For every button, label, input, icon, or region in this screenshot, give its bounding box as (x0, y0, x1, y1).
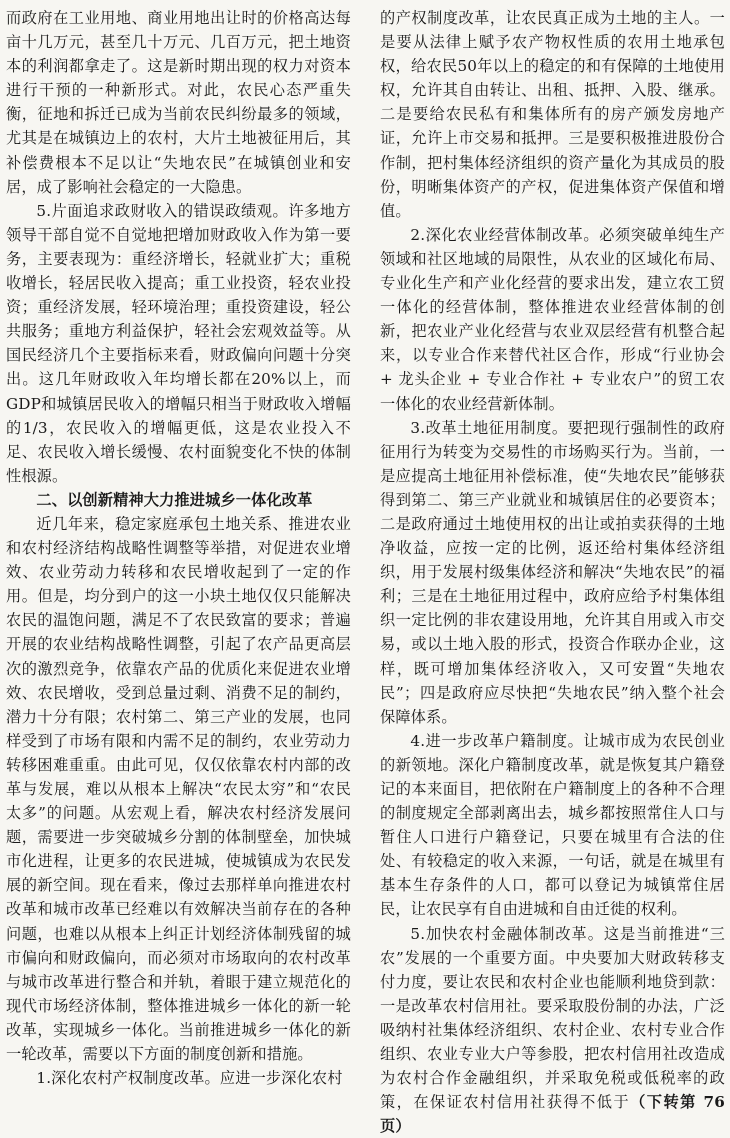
continued-on-page-note: （下转第 76 页） (380, 1093, 725, 1136)
paragraph-agri-management: 2.深化农业经营体制改革。必须突破单纯生产领域和社区地域的局限性，从农业的区域化布局、专业化生产和产业化经营的要求出发，建立农工贸一体化的经营体制，整体推进农业经营体制的创新，把农业产业化经营与农业双层经营有机整合起来，以专业合作来替代社区合作，形成“行业协会 + 龙头企业 + 专业合作社 + 专业农户”的贸工农一体化的农业经营新体制。 (380, 225, 725, 413)
paragraph-land-price: 而政府在工业用地、商业用地出让时的价格高达每亩十几万元，甚至几十万元、几百万元，把土地资本的利润都拿走了。这是新时期出现的权力对资本进行干预的一种新形式。对此，农民心态严重失衡，征地和拆迁已成为当前农民纠纷最多的领域，尤其是在城镇边上的农村，大片土地被征用后，其补偿费根本不足以让“失地农民”在城镇创业和安居，成了影响社会稳定的一大隐患。 (6, 9, 351, 196)
paragraph-property-rights: 1.深化农村产权制度改革。应进一步深化农村 (36, 1069, 343, 1088)
paragraph-fiscal-bias: 5.片面追求政财收入的错误政绩观。许多地方领导干部自觉不自觉地把增加财政收入作为第一要务，主要表现为：重经济增长，轻就业扩大；重税收增长，轻居民收入提高；重工业投资，轻农业投资；重经济发展，轻环境治理；重投资建设，轻公共服务；重地方利益保护，轻社会宏观效益等。从国民经济几个主要指标来看，财政偏向问题十分突出。这几年财政收入年均增长都在20%以上，而GDP和城镇居民收入的增幅只相当于财政收入增幅的1/3，农民收入的增幅更低，这是农业投入不足、农民收入增长缓慢、农村面貌变化不快的体制性根源。 (6, 201, 351, 485)
left-column (6, 6, 351, 1090)
rural-finance-text: 5.加快农村金融体制改革。这是当前推进“三农”发展的一个重要方面。中央要加大财政转移支付力度，要让农民和农村企业也能顺利地贷到款：一是改革农村信用社。要采取股份制的办法，广泛吸纳村社集体经济组织、农村企业、农村专业合作组织、农业专业大户等参股，把农村信用社改造成为农村合作金融组织，并采取免税或低税率的政策，在保证农村信用社获得不低于 (380, 924, 725, 1112)
right-column (380, 6, 725, 1138)
section-heading: 二、以创新精神大力推进城乡一体化改革 (36, 490, 313, 509)
paragraph-reform-overview: 近几年来，稳定家庭承包土地关系、推进农业和农村经济结构战略性调整等举措，对促进农业增效、农业劳动力转移和农民增收起到了一定的作用。但是，均分到户的这一小块土地仅仅只能解决农民的温饱问题，满足不了农民致富的要求；普遍开展的农业结构战略性调整，引起了农产品更高层次的激烈竞争，依靠农产品的优质化来促进农业增效、农民增收，受到总量过剩、消费不足的制约，潜力十分有限；农村第二、第三产业的发展，也同样受到了市场有限和内需不足的制约，农业劳动力转移困难重重。由此可见，仅仅依靠农村内部的改革与发展，难以从根本上解决“农民太穷”和“农民太多”的问题。从宏观上看，解决农村经济发展问题，需要进一步突破城乡分割的体制壁垒，加快城市化进程，让更多的农民进城，使城镇成为农民发展的新空间。现在看来，像过去那样单向推进农村改革和城市改革已经难以有效解决当前存在的各种问题，也难以从根本上纠正计划经济体制残留的城市偏向和财政偏向，而必须对市场取向的农村改革与城市改革进行整合和并轨，着眼于建立规范化的现代市场经济体制，整体推进城乡一体化的新一轮改革，实现城乡一体化。当前推进城乡一体化的新一轮改革，需要以下方面的制度创新和措施。 (6, 514, 351, 1064)
paragraph-land-acquisition: 3.改革土地征用制度。要把现行强制性的政府征用行为转变为交易性的市场购买行为。当前，一是应提高土地征用补偿标准，使“失地农民”能够获得到第二、第三产业就业和城镇居住的必要资本；二是政府通过土地使用权的出让或拍卖获得的土地净收益，应按一定的比例，返还给村集体经济组织，用于发展村级集体经济和解决“失地农民”的福利；三是在土地征用过程中，政府应给予村集体组织一定比例的非农建设用地，允许其自用或入市交易，或以土地入股的形式，投资合作联办企业，这样，既可增加集体经济收入，又可安置“失地农民”；四是政府应尽快把“失地农民”纳入整个社会保障体系。 (380, 418, 725, 726)
paragraph-household-registration: 4.进一步改革户籍制度。让城市成为农民创业的新领地。深化户籍制度改革，就是恢复其户籍登记的本来面目，把依附在户籍制度上的各种不合理的制度规定全部剥离出去，城乡都按照常住人口与暂住人口进行户籍登记，只要在城里有合法的住处、有较稳定的收入来源，一句话，就是在城里有基本生存条件的人口，都可以登记为城镇常住居民，让农民享有自由进城和自由迁徙的权利。 (380, 731, 725, 919)
paragraph-property-rights-cont: 的产权制度改革，让农民真正成为土地的主人。一是要从法律上赋予农产物权性质的农用土地承包权，给农民50年以上的稳定的和有保障的土地使用权，允许其自由转让、出租、抵押、入股、继承。二是要给农民私有和集体所有的房产颁发房地产证，允许上市交易和抵押。三是要积极推进股份合作制，把村集体经济组织的资产量化为其成员的股份，明晰集体资产的产权，促进集体资产保值和增值。 (380, 9, 725, 220)
paragraph-rural-finance (380, 922, 725, 1138)
